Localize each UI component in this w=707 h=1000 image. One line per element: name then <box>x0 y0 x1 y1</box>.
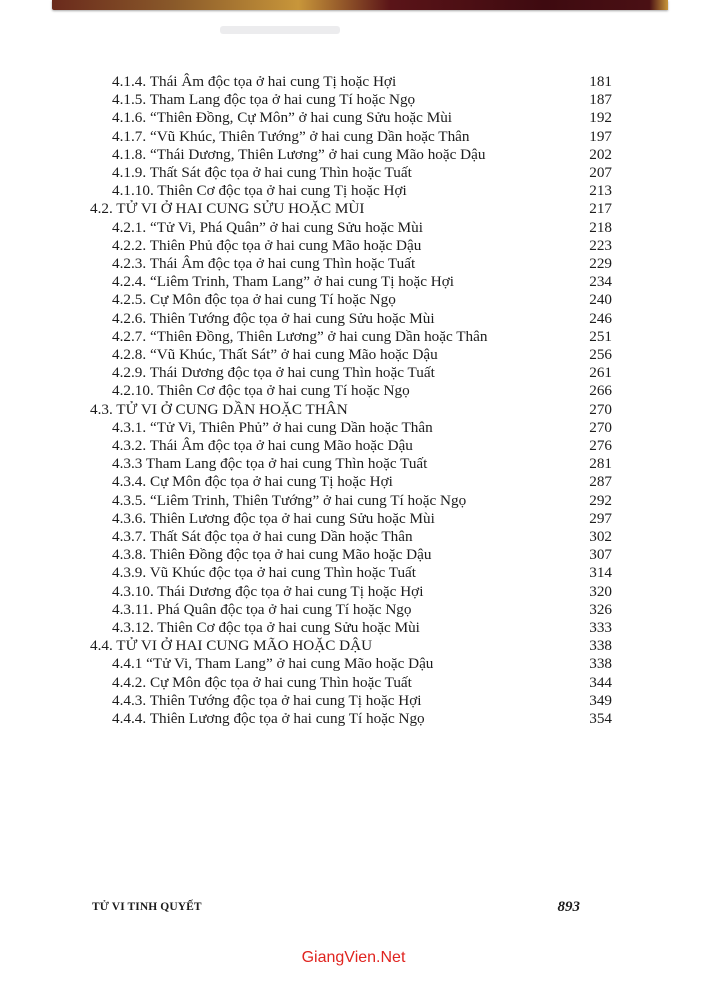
toc-entry-page: 223 <box>589 236 612 254</box>
toc-entry-page: 240 <box>589 291 612 309</box>
toc-entry <box>112 418 612 437</box>
toc-entry-title: 4.3.7. Thất Sát độc tọa ở hai cung Dần hoặc Thân <box>112 528 413 545</box>
toc-entry-page: 338 <box>589 655 612 673</box>
toc-entry <box>112 382 612 400</box>
toc-entry <box>112 673 612 692</box>
toc-entry-title: 4.1.9. Thất Sát độc tọa ở hai cung Thìn hoặc Tuất <box>112 164 412 181</box>
toc-entry-title: 4.2.10. Thiên Cơ độc tọa ở hai cung Tí hoặc Ngọ <box>112 382 410 400</box>
toc-entry-page: 218 <box>589 218 612 236</box>
toc-entry-page: 270 <box>589 418 612 436</box>
toc-entry-title: 4.3.10. Thái Dương độc tọa ở hai cung Tị hoặc Hợi <box>112 582 424 600</box>
toc-entry-title: 4.1.5. Tham Lang độc tọa ở hai cung Tí hoặc Ngọ <box>112 91 416 109</box>
toc-entry-title: 4.3.3 Tham Lang độc tọa ở hai cung Thìn hoặc Tuất <box>112 455 428 473</box>
toc-entry-page: 297 <box>589 509 612 527</box>
toc-entry-page: 344 <box>589 673 612 691</box>
toc-entry-page: 229 <box>589 255 612 272</box>
toc-entry-page: 207 <box>589 164 612 181</box>
toc-section-heading <box>90 400 612 419</box>
toc-entry-page: 320 <box>589 582 612 600</box>
toc-entry-title: 4.2.3. Thái Âm độc tọa ở hai cung Thìn hoặc Tuất <box>112 255 416 272</box>
toc-entry-title: 4.2.8. “Vũ Khúc, Thất Sát” ở hai cung Mão hoặc Dậu <box>112 346 438 363</box>
toc-entry-page: 192 <box>589 109 612 127</box>
toc-entry-title: 4.1.10. Thiên Cơ độc tọa ở hai cung Tị hoặc Hợi <box>112 182 407 200</box>
toc-entry <box>112 309 612 328</box>
toc-entry <box>112 455 612 473</box>
toc-entry-page: 246 <box>589 309 612 327</box>
toc-entry-page: 314 <box>589 564 612 582</box>
toc-entry-title: 4.1.8. “Thái Dương, Thiên Lương” ở hai cung Mão hoặc Dậu <box>112 145 486 163</box>
toc-entry-title: 4.3.12. Thiên Cơ độc tọa ở hai cung Sửu hoặc Mùi <box>112 619 420 636</box>
toc-entry-page: 349 <box>589 691 612 709</box>
toc-entry-title: 4.2.9. Thái Dương độc tọa ở hai cung Thìn hoặc Tuất <box>112 364 435 382</box>
toc-entry-title: 4.2.4. “Liêm Trinh, Tham Lang” ở hai cung Tị hoặc Hợi <box>112 273 454 291</box>
toc-entry-title: 4.2. TỬ VI Ở HAI CUNG SỬU HOẶC MÙI <box>90 200 365 218</box>
toc-entry <box>112 546 612 564</box>
toc-section-heading <box>90 200 612 218</box>
toc-entry-page: 276 <box>589 437 612 454</box>
toc-entry <box>112 109 612 127</box>
toc-section-heading <box>90 637 612 655</box>
toc-entry <box>112 327 612 346</box>
bleed-through-text <box>220 26 340 34</box>
toc-entry <box>112 255 612 273</box>
toc-entry <box>112 509 612 528</box>
toc-entry-title: 4.3.9. Vũ Khúc độc tọa ở hai cung Thìn hoặc Tuất <box>112 564 417 582</box>
toc-entry-title: 4.2.2. Thiên Phủ độc tọa ở hai cung Mão hoặc Dậu <box>112 236 422 254</box>
toc-entry-title: 4.3.8. Thiên Đồng độc tọa ở hai cung Mão hoặc Dậu <box>112 546 432 564</box>
toc-entry <box>112 182 612 200</box>
toc-entry-page: 251 <box>589 327 612 345</box>
toc-entry-page: 281 <box>589 455 612 473</box>
toc-entry-page: 302 <box>589 528 612 545</box>
toc-entry <box>112 346 612 364</box>
watermark: GiangVien.Net <box>301 949 406 966</box>
toc-entry <box>112 600 612 619</box>
toc-entry <box>112 655 612 673</box>
toc-entry-title: 4.1.6. “Thiên Đồng, Cự Môn” ở hai cung Sửu hoặc Mùi <box>112 109 453 127</box>
toc-entry <box>112 91 612 109</box>
toc-entry-page: 234 <box>589 273 612 291</box>
toc-entry-title: 4.4.1 “Tử Vi, Tham Lang” ở hai cung Mão hoặc Dậu <box>112 655 434 673</box>
toc-entry <box>112 564 612 582</box>
toc-entry-page: 287 <box>589 473 612 491</box>
toc-entry-title: 4.3.4. Cự Môn độc tọa ở hai cung Tị hoặc Hợi <box>112 473 393 491</box>
toc-entry <box>112 273 612 291</box>
toc-entry <box>112 582 612 601</box>
toc-entry-page: 270 <box>589 400 612 418</box>
toc-entry-page: 261 <box>589 364 612 382</box>
toc-entry-title: 4.3.2. Thái Âm độc tọa ở hai cung Mão hoặc Dậu <box>112 437 413 454</box>
book-cover-edge <box>52 0 668 10</box>
toc-entry <box>112 491 612 510</box>
toc-entry-title: 4.2.6. Thiên Tướng độc tọa ở hai cung Sửu hoặc Mùi <box>112 309 435 327</box>
toc-entry-page: 197 <box>589 127 612 145</box>
toc-entry-page: 266 <box>589 382 612 400</box>
toc-entry-page: 292 <box>589 491 612 509</box>
toc-entry-page: 333 <box>589 619 612 636</box>
toc-entry <box>112 73 612 91</box>
toc-entry-title: 4.4. TỬ VI Ở HAI CUNG MÃO HOẶC DẬU <box>90 637 373 655</box>
toc-entry <box>112 218 612 237</box>
toc-entry-title: 4.3.5. “Liêm Trinh, Thiên Tướng” ở hai cung Tí hoặc Ngọ <box>112 491 467 509</box>
toc-entry-title: 4.1.4. Thái Âm độc tọa ở hai cung Tị hoặc Hợi <box>112 73 397 90</box>
footer-page-number: 893 <box>557 899 580 915</box>
toc-entry-page: 187 <box>589 91 612 109</box>
toc-entry-title: 4.2.1. “Tử Vi, Phá Quân” ở hai cung Sửu hoặc Mùi <box>112 218 423 236</box>
toc-entry-title: 4.3.11. Phá Quân độc tọa ở hai cung Tí hoặc Ngọ <box>112 600 412 618</box>
toc-entry-title: 4.2.7. “Thiên Đồng, Thiên Lương” ở hai cung Dần hoặc Thân <box>112 327 488 345</box>
toc-entry <box>112 710 612 728</box>
toc-entry-title: 4.4.2. Cự Môn độc tọa ở hai cung Thìn hoặc Tuất <box>112 673 412 691</box>
toc-entry-page: 307 <box>589 546 612 564</box>
toc-entry-title: 4.2.5. Cự Môn độc tọa ở hai cung Tí hoặc Ngọ <box>112 291 396 309</box>
toc-entry-page: 256 <box>589 346 612 363</box>
toc-entry <box>112 619 612 637</box>
toc-entry-page: 338 <box>589 637 612 655</box>
toc-entry-title: 4.3.1. “Tử Vi, Thiên Phủ” ở hai cung Dần hoặc Thân <box>112 418 433 436</box>
toc-entry-title: 4.3.6. Thiên Lương độc tọa ở hai cung Sửu hoặc Mùi <box>112 509 435 527</box>
toc-entry <box>112 437 612 455</box>
toc-entry-page: 213 <box>589 182 612 200</box>
toc-entry-page: 217 <box>589 200 612 218</box>
toc-entry-title: 4.4.4. Thiên Lương độc tọa ở hai cung Tí hoặc Ngọ <box>112 710 425 727</box>
toc-entry-title: 4.3. TỬ VI Ở CUNG DẦN HOẶC THÂN <box>90 400 348 418</box>
toc-entry <box>112 473 612 491</box>
toc-entry-page: 326 <box>589 600 612 618</box>
toc-entry <box>112 291 612 309</box>
toc-entry <box>112 127 612 146</box>
toc-entry-title: 4.4.3. Thiên Tướng độc tọa ở hai cung Tị hoặc Hợi <box>112 691 422 709</box>
toc-entry-title: 4.1.7. “Vũ Khúc, Thiên Tướng” ở hai cung Dần hoặc Thân <box>112 127 470 145</box>
toc-entry-page: 354 <box>589 710 612 727</box>
toc-entry <box>112 145 612 164</box>
toc-entry <box>112 528 612 546</box>
toc-entry <box>112 364 612 382</box>
toc-entry <box>112 164 612 182</box>
toc-entry-page: 202 <box>589 145 612 163</box>
toc-entry <box>112 691 612 710</box>
footer-book-title: TỬ VI TINH QUYẾT <box>92 901 202 913</box>
toc-entry-page: 181 <box>589 73 612 90</box>
toc-entry <box>112 236 612 255</box>
